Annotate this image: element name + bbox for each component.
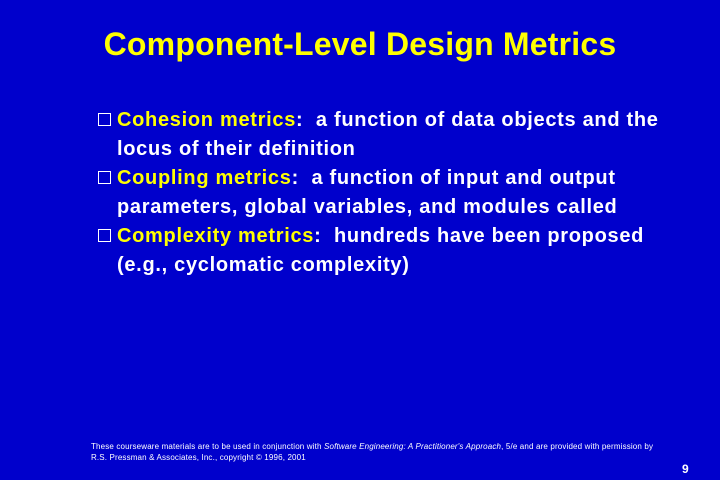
- bullet-item-complexity: [97, 222, 677, 280]
- bullet-item-coupling: [97, 164, 677, 222]
- bullet-separator: :: [296, 109, 304, 131]
- bullet-text: a function of data objects and the locus of their definition: [117, 109, 665, 160]
- bullet-term: Cohesion metrics: [117, 109, 297, 131]
- bullet-list: [97, 106, 677, 280]
- page-number: 9: [682, 462, 689, 476]
- footer-suffix: , 5/e and are provided with permission by R.S. Pressman & Associates, Inc., copyright © 1996, 2001: [91, 442, 654, 462]
- bullet-text: hundreds have been proposed (e.g., cyclomatic complexity): [117, 225, 651, 276]
- bullet-term: Complexity metrics: [117, 225, 315, 247]
- footer-prefix: These courseware materials are to be used in conjunction with: [91, 442, 324, 451]
- copyright-footer: [91, 441, 671, 463]
- footer-book-title: Software Engineering: A Practitioner's Approach: [323, 442, 502, 451]
- bullet-text: a function of input and output parameters, global variables, and modules called: [117, 167, 622, 218]
- bullet-separator: :: [291, 167, 299, 189]
- empty-square-icon: [98, 113, 111, 126]
- slide-title: Component-Level Design Metrics: [103, 26, 617, 62]
- bullet-term: Coupling metrics: [117, 167, 292, 189]
- bullet-separator: :: [314, 225, 322, 247]
- bullet-item-cohesion: [97, 106, 677, 164]
- empty-square-icon: [98, 171, 111, 184]
- empty-square-icon: [98, 229, 111, 242]
